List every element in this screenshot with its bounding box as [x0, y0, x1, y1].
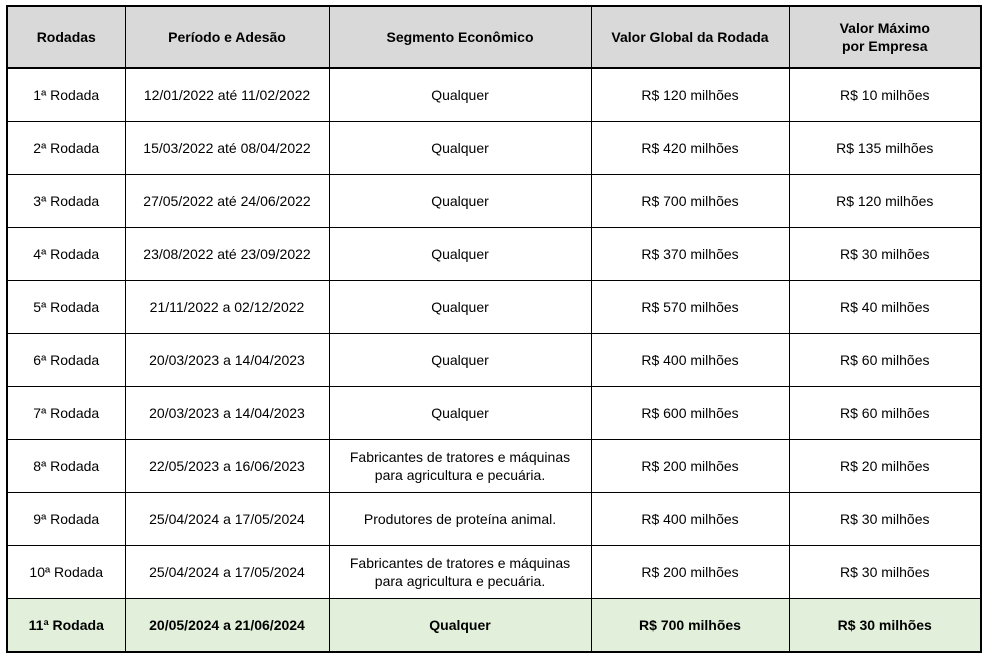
segment-line: Qualquer — [431, 193, 489, 209]
cell-period: 27/05/2022 até 24/06/2022 — [125, 175, 329, 228]
table-row — [7, 334, 981, 387]
cell-segment — [329, 68, 591, 122]
cell-segment — [329, 281, 591, 334]
cell-max-value: R$ 30 milhões — [789, 228, 981, 281]
cell-segment — [329, 228, 591, 281]
cell-segment — [329, 387, 591, 440]
cell-round: 5ª Rodada — [7, 281, 125, 334]
cell-max-value: R$ 20 milhões — [789, 440, 981, 493]
cell-global-value: R$ 420 milhões — [591, 122, 789, 175]
header-row — [7, 6, 981, 68]
cell-segment — [329, 122, 591, 175]
segment-line: Fabricantes de tratores e máquinas — [349, 555, 571, 571]
cell-round: 6ª Rodada — [7, 334, 125, 387]
segment-line: para agricultura e pecuária. — [374, 467, 546, 483]
cell-period: 20/03/2023 a 14/04/2023 — [125, 334, 329, 387]
cell-max-value: R$ 10 milhões — [789, 68, 981, 122]
cell-period: 25/04/2024 a 17/05/2024 — [125, 546, 329, 599]
header-segment: Segmento Econômico — [329, 6, 591, 68]
cell-global-value: R$ 370 milhões — [591, 228, 789, 281]
rounds-table-container — [6, 5, 982, 653]
table-row — [7, 599, 981, 653]
cell-period: 21/11/2022 a 02/12/2022 — [125, 281, 329, 334]
table-row — [7, 228, 981, 281]
cell-max-value: R$ 120 milhões — [789, 175, 981, 228]
cell-round: 1ª Rodada — [7, 68, 125, 122]
table-row — [7, 281, 981, 334]
header-max-value-line2: por Empresa — [841, 38, 928, 54]
segment-line: Qualquer — [431, 405, 489, 421]
cell-max-value: R$ 60 milhões — [789, 334, 981, 387]
table-row — [7, 122, 981, 175]
table-row — [7, 175, 981, 228]
segment-line: Qualquer — [431, 299, 489, 315]
cell-period: 25/04/2024 a 17/05/2024 — [125, 493, 329, 546]
segment-line: Qualquer — [431, 246, 489, 262]
segment-line: Qualquer — [431, 352, 489, 368]
cell-global-value: R$ 600 milhões — [591, 387, 789, 440]
table-row — [7, 440, 981, 493]
cell-global-value: R$ 700 milhões — [591, 599, 789, 653]
cell-round: 11ª Rodada — [7, 599, 125, 653]
segment-line: Qualquer — [431, 87, 489, 103]
cell-global-value: R$ 400 milhões — [591, 334, 789, 387]
segment-line: Qualquer — [431, 140, 489, 156]
cell-max-value: R$ 40 milhões — [789, 281, 981, 334]
cell-round: 7ª Rodada — [7, 387, 125, 440]
table-row — [7, 68, 981, 122]
cell-segment — [329, 334, 591, 387]
cell-round: 10ª Rodada — [7, 546, 125, 599]
cell-max-value: R$ 60 milhões — [789, 387, 981, 440]
header-max-value-line1: Valor Máximo — [839, 20, 930, 36]
cell-max-value: R$ 135 milhões — [789, 122, 981, 175]
cell-segment — [329, 599, 591, 653]
table-row — [7, 387, 981, 440]
segment-line: para agricultura e pecuária. — [374, 573, 546, 589]
cell-round: 2ª Rodada — [7, 122, 125, 175]
cell-segment — [329, 493, 591, 546]
cell-global-value: R$ 200 milhões — [591, 546, 789, 599]
cell-segment — [329, 440, 591, 493]
cell-round: 9ª Rodada — [7, 493, 125, 546]
cell-period: 20/03/2023 a 14/04/2023 — [125, 387, 329, 440]
cell-round: 3ª Rodada — [7, 175, 125, 228]
cell-period: 20/05/2024 a 21/06/2024 — [125, 599, 329, 653]
segment-line: Fabricantes de tratores e máquinas — [349, 449, 571, 465]
cell-period: 15/03/2022 até 08/04/2022 — [125, 122, 329, 175]
rounds-table — [6, 5, 982, 653]
cell-global-value: R$ 400 milhões — [591, 493, 789, 546]
segment-line: Qualquer — [429, 617, 491, 633]
table-row — [7, 493, 981, 546]
header-rounds: Rodadas — [7, 6, 125, 68]
cell-max-value: R$ 30 milhões — [789, 599, 981, 653]
header-global-value: Valor Global da Rodada — [591, 6, 789, 68]
cell-round: 4ª Rodada — [7, 228, 125, 281]
cell-segment — [329, 546, 591, 599]
cell-round: 8ª Rodada — [7, 440, 125, 493]
cell-period: 23/08/2022 até 23/09/2022 — [125, 228, 329, 281]
cell-max-value: R$ 30 milhões — [789, 546, 981, 599]
cell-period: 12/01/2022 até 11/02/2022 — [125, 68, 329, 122]
cell-segment — [329, 175, 591, 228]
cell-max-value: R$ 30 milhões — [789, 493, 981, 546]
cell-global-value: R$ 120 milhões — [591, 68, 789, 122]
table-row — [7, 546, 981, 599]
table-body — [7, 68, 981, 652]
header-period: Período e Adesão — [125, 6, 329, 68]
segment-line: Produtores de proteína animal. — [363, 511, 557, 527]
cell-period: 22/05/2023 a 16/06/2023 — [125, 440, 329, 493]
cell-global-value: R$ 570 milhões — [591, 281, 789, 334]
cell-global-value: R$ 700 milhões — [591, 175, 789, 228]
header-max-value — [789, 6, 981, 68]
cell-global-value: R$ 200 milhões — [591, 440, 789, 493]
